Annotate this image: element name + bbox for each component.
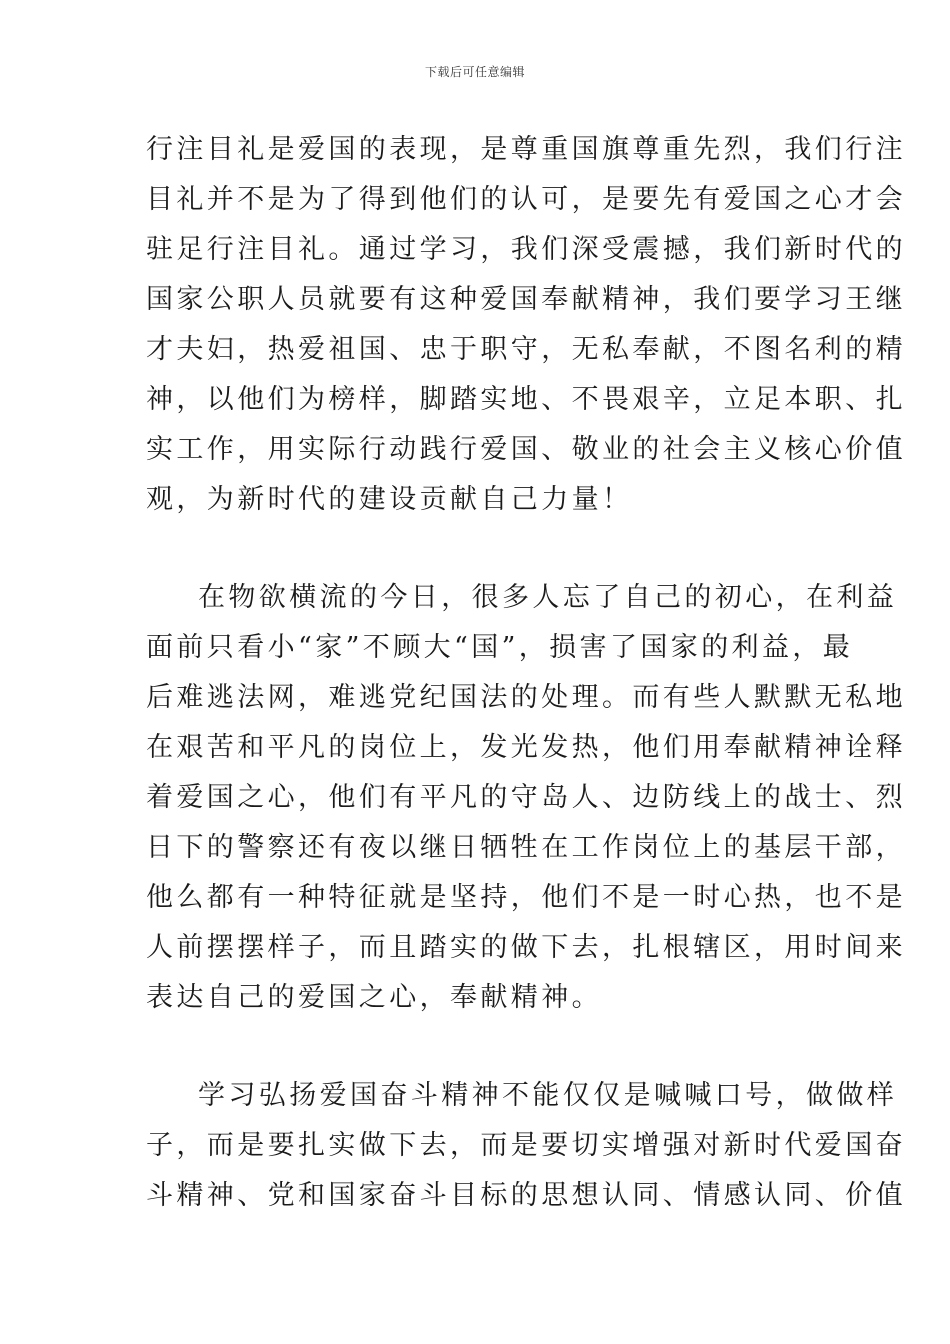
paragraph-line: 驻足行注目礼。通过学习，我们深受震撼，我们新时代的 [146, 234, 906, 265]
paragraph-line: 子，而是要扎实做下去，而是要切实增强对新时代爱国奋 [146, 1130, 906, 1161]
paragraph-line: 表达自己的爱国之心，奉献精神。 [146, 982, 602, 1013]
paragraph-line: 面前只看小“家”不顾大“国”，损害了国家的利益，最 [146, 632, 854, 663]
paragraph-line: 着爱国之心，他们有平凡的守岛人、边防线上的战士、烈 [146, 782, 906, 813]
paragraph-line: 斗精神、党和国家奋斗目标的思想认同、情感认同、价值 [146, 1180, 906, 1211]
paragraph-line: 观，为新时代的建设贡献自己力量！ [146, 484, 633, 515]
paragraph-line: 他么都有一种特征就是坚持，他们不是一时心热，也不是 [146, 882, 906, 913]
paragraph-line: 国家公职人员就要有这种爱国奉献精神，我们要学习王继 [146, 284, 906, 315]
paragraph-line: 才夫妇，热爱祖国、忠于职守，无私奉献，不图名利的精 [146, 334, 906, 365]
page-header: 下载后可任意编辑 [424, 65, 525, 79]
paragraph-line: 目礼并不是为了得到他们的认可，是要先有爱国之心才会 [146, 184, 906, 215]
paragraph-line: 学习弘扬爱国奋斗精神不能仅仅是喊喊口号，做做样 [198, 1080, 898, 1111]
paragraph-line: 后难逃法网，难逃党纪国法的处理。而有些人默默无私地 [146, 682, 906, 713]
paragraph-line: 实工作，用实际行动践行爱国、敬业的社会主义核心价值 [146, 434, 906, 465]
paragraph-line: 日下的警察还有夜以继日牺牲在工作岗位上的基层干部， [146, 832, 906, 863]
paragraph-line: 行注目礼是爱国的表现，是尊重国旗尊重先烈，我们行注 [146, 134, 906, 165]
paragraph-line: 在物欲横流的今日，很多人忘了自己的初心，在利益 [198, 582, 898, 613]
paragraph-line: 神，以他们为榜样，脚踏实地、不畏艰辛，立足本职、扎 [146, 384, 906, 415]
paragraph-line: 人前摆摆样子，而且踏实的做下去，扎根辖区，用时间来 [146, 932, 906, 963]
paragraph-line: 在艰苦和平凡的岗位上，发光发热，他们用奉献精神诠释 [146, 732, 906, 763]
